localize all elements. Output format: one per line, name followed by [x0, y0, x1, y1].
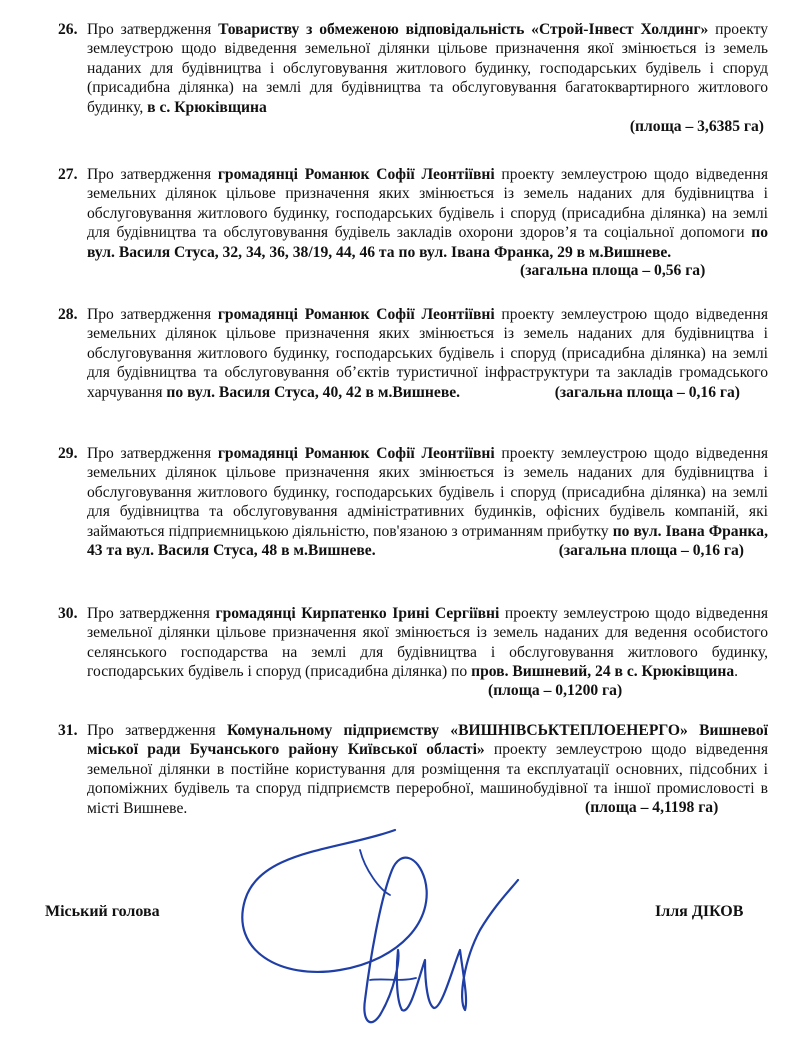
item-text: Про затвердження громадянці Романюк Софії Леонтіївні проекту землеустрою щодо відведення земельних ділянок цільове призначення яких змінюється із земель наданих для будівництва і обслуговування житлового будинку, господарських будівель і споруд (присадибна ділянка) на землі для будівництва та обслуговування адміністративних будинків, офісних будівель компаній, які займаються підприємницькою діяльністю, пов'язаною з отриманням прибутку по вул. Івана Франка, 43 та вул. Василя Стуса, 48 в м.Вишневе. [87, 445, 768, 560]
item-number: 31. [58, 722, 78, 739]
list-item-29 [58, 444, 768, 560]
item-number: 29. [58, 445, 78, 462]
item-text: Про затвердження Комунальному підприємству «ВИШНІВСЬКТЕПЛОЕНЕРГО» Вишневої міської ради Бучанського району Київської області» проекту землеустрою щодо відведення земельної ділянки в постійне користування для розміщення та експлуатації основних, підсобних і допоміжних будівель та споруд підприємств переробної, машинобудівної та іншої промисловості в місті Вишневе. [87, 722, 768, 817]
item-area-27: (загальна площа – 0,56 га) [520, 262, 706, 279]
item-text: Про затвердження Товариству з обмеженою відповідальність «Строй-Інвест Холдинг» проекту землеустрою щодо відведення земельної ділянки цільове призначення якої змінюється із земель наданих для будівництва і обслуговування житлового будинку, господарських будівель і споруд (присадибна ділянка) на землі для будівництва та обслуговування багатоквартирного житлового будинку, в с. Крюківщина [87, 21, 768, 116]
item-area: (загальна площа – 0,16 га) [558, 542, 744, 560]
list-item-28 [58, 305, 768, 402]
item-text: Про затвердження громадянці Кирпатенко Ірині Сергіївні проекту землеустрою щодо відведення земельної ділянки цільове призначення якої змінюється із земель наданих для ведення особистого селянського господарства на землі для будівництва і обслуговування житлового будинку, господарських будівель і споруд (присадибна ділянка) по пров. Вишневий, 24 в с. Крюківщина. [87, 605, 769, 681]
list-item-30 [58, 604, 768, 682]
item-number: 28. [58, 306, 78, 323]
item-number: 27. [58, 166, 78, 183]
item-number: 26. [58, 21, 78, 38]
item-number: 30. [58, 605, 78, 622]
item-area: (площа – 3,6385 га) [629, 118, 764, 136]
item-text: Про затвердження громадянці Романюк Софії Леонтіївні проекту землеустрою щодо відведення земельних ділянок цільове призначення яких змінюється із земель наданих для будівництва і обслуговування житлового будинку, господарських будівель і споруд (присадибна ділянка) на землі для будівництва та обслуговування об’єктів туристичної інфраструктури та закладів громадського харчування по вул. Василя Стуса, 40, 42 в м.Вишневе. [87, 306, 768, 401]
item-area-31: (площа – 4,1198 га) [585, 799, 719, 816]
list-item-27 [58, 165, 768, 262]
item-area: (загальна площа – 0,16 га) [554, 383, 740, 401]
item-area-30: (площа – 0,1200 га) [488, 682, 623, 699]
item-text: Про затвердження громадянці Романюк Софії Леонтіївні проекту землеустрою щодо відведення земельних ділянок цільове призначення яких змінюється із земель наданих для будівництва і обслуговування житлового будинку, господарських будівель і споруд (присадибна ділянка) на землі для будівництва та обслуговування будівель закладів охорони здоров’я та соціальної допомоги по вул. Василя Стуса, 32, 34, 36, 38/19, 44, 46 та по вул. Івана Франка, 29 в м.Вишневе. [87, 166, 768, 261]
handwritten-signature [220, 810, 520, 1040]
mayor-title: Міський голова [45, 903, 160, 920]
list-item-26 [58, 20, 768, 136]
mayor-name: Ілля ДІКОВ [655, 903, 744, 920]
